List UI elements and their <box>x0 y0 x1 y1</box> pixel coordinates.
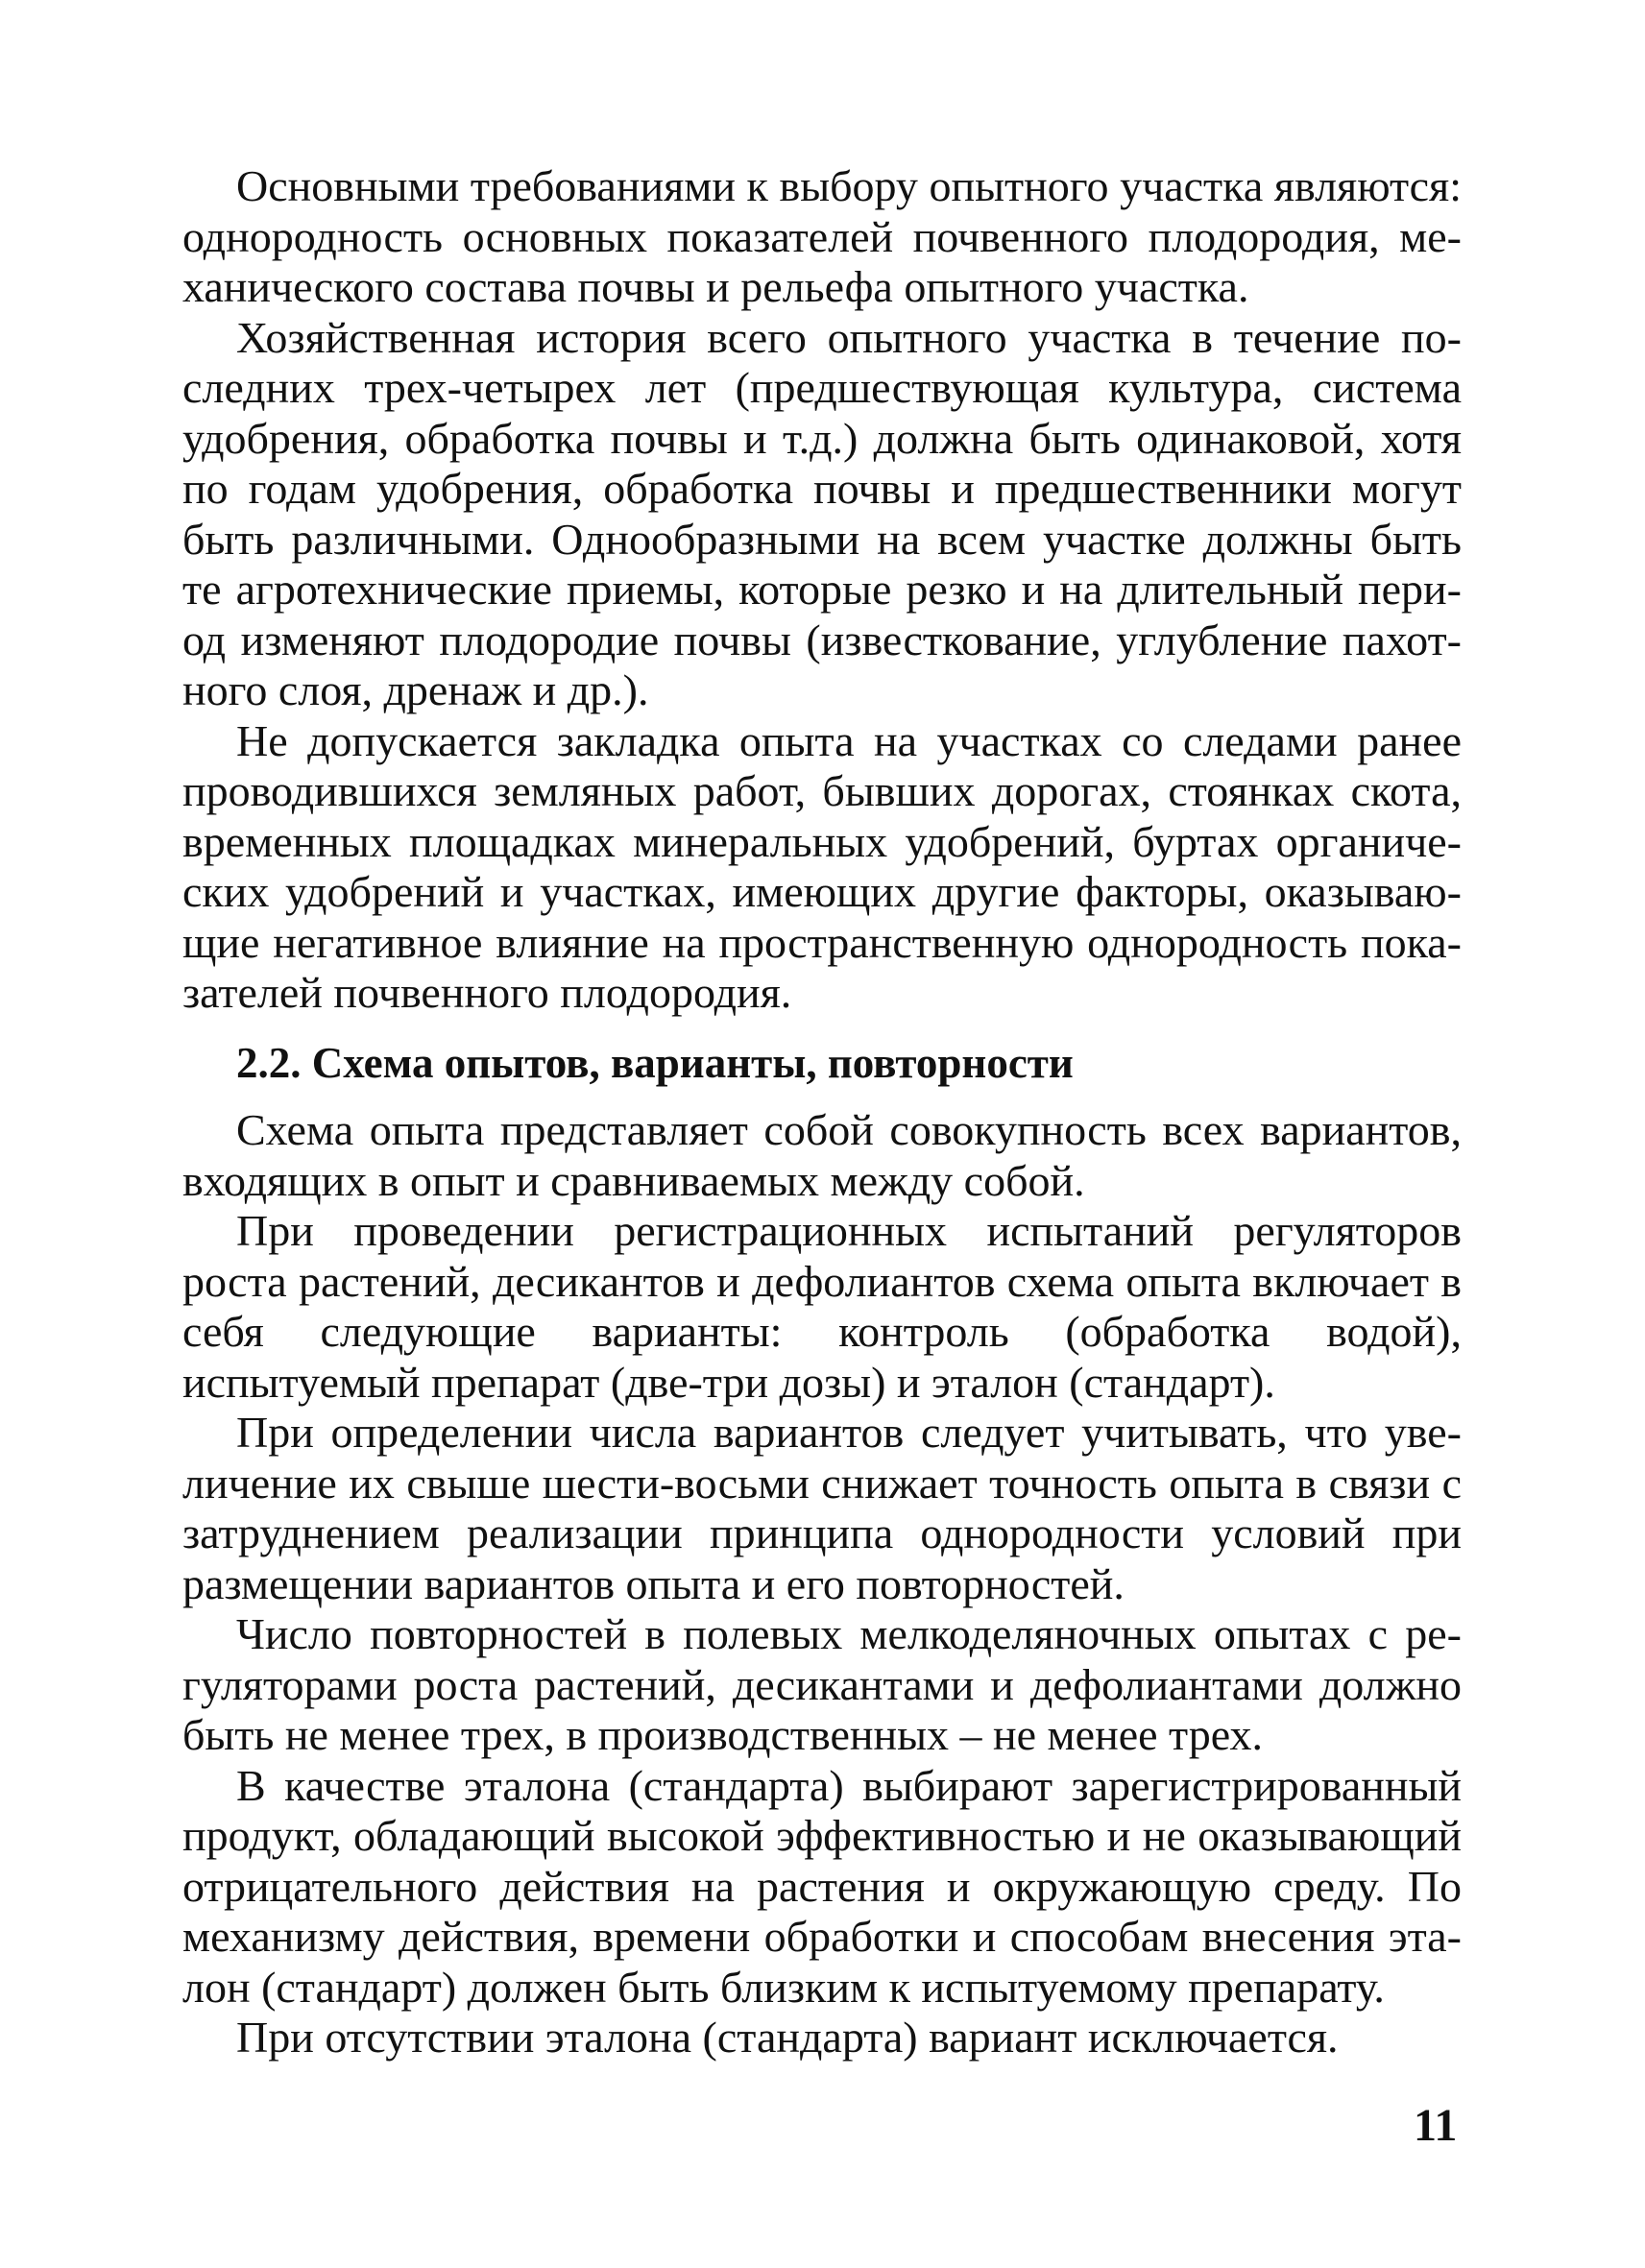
section-heading: 2.2. Схема опытов, варианты, повторности <box>236 1038 1074 1087</box>
paragraph: При определении числа вариантов следует учитывать, что увеличение их свыше шести-восьми снижает точность опыта в связи с затруднением реализации принципа однородности условий при размещении вариантов опыта и его повторностей. <box>182 1408 1462 1608</box>
paragraph: В качестве эталона (стандарта) выбирают зарегистрированный продукт, обладающий высокой эффективностью и не оказывающий отрицательного действия на растения и окружающую среду. По механизму действия, времени обработки и способам внесения эталон (стандарт) должен быть близким к испытуемому препарату. <box>182 1760 1462 2012</box>
paragraph: Схема опыта представляет собой совокупность всех вариантов, входящих в опыт и сравниваемых между собой. <box>182 1105 1462 1205</box>
paragraph: Основными требованиями к выбору опытного участка являются: однородность основных показателей почвенного плодородия, механического состава почвы и рельефа опытного участка. <box>182 161 1462 311</box>
paragraph: Не допускается закладка опыта на участках со следами ранее проводившихся земляных работ, бывших дорогах, стоянках скота, временных площадках минеральных удобрений, буртах органических удобрений и участках, имеющих другие факторы, оказывающие негативное влияние на пространственную однородность показателей почвенного плодородия. <box>182 715 1462 1017</box>
paragraph: При отсутствии эталона (стандарта) вариант исключается. <box>236 2013 1339 2062</box>
paragraph: Число повторностей в полевых мелкоделяночных опытах с регуляторами роста растений, десикантами и дефолиантами должно быть не менее трех, в производственных – не менее трех. <box>182 1609 1462 1759</box>
page-body <box>182 161 1462 2063</box>
paragraph: Хозяйственная история всего опытного участка в течение последних трех-четырех лет (предшествующая культура, система удобрения, обработка почвы и т.д.) должна быть одинаковой, хотя по годам удобрения, обработка почвы и предшественники могут быть различными. Однообразными на всем участке должны быть те агротехнические приемы, которые резко и на длительный период изменяют плодородие почвы (известкование, углубление пахотного слоя, дренаж и др.). <box>182 312 1462 714</box>
paragraph: При проведении регистрационных испытаний регуляторов роста растений, десикантов и дефолиантов схема опыта включает в себя следующие варианты: контроль (обработка водой), испытуемый препарат (две-три дозы) и эталон (стандарт). <box>182 1206 1462 1407</box>
page-number: 11 <box>1414 2100 1458 2151</box>
